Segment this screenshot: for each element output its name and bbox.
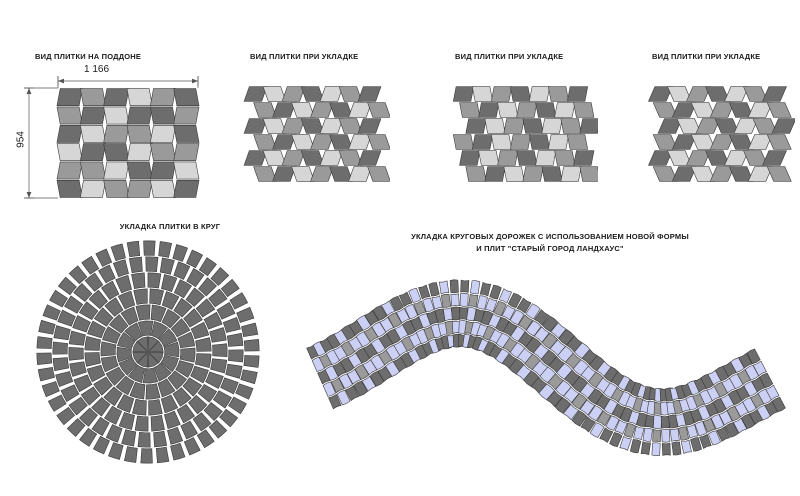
tile [681,440,691,453]
tile [529,135,549,150]
tile [69,266,87,284]
tile [138,432,150,447]
tile [548,135,568,150]
tile [330,135,353,150]
caption-laying-view-3: ВИД ПЛИТКИ ПРИ УКЛАДКЕ [652,52,761,61]
tile [453,135,473,150]
tile [223,317,240,332]
tile [419,285,430,299]
tile [98,265,115,283]
tile [57,144,82,161]
tile [151,415,165,431]
tile [127,162,152,179]
tile [150,125,175,142]
tile [236,384,253,399]
tile [263,87,286,102]
tile [670,429,679,442]
tile [479,103,499,118]
tile [57,407,75,424]
tile [127,107,152,124]
tile [443,308,453,321]
tile [141,449,153,464]
tile [244,87,267,102]
tile [80,162,105,179]
tile [273,135,296,150]
tile [127,144,152,161]
tile [146,384,160,399]
tile [282,151,305,166]
tile [320,151,343,166]
tile [229,397,247,414]
tile [292,135,315,150]
tile [80,125,105,142]
tile [244,339,259,351]
tile [452,307,460,320]
tile [504,119,524,134]
tile [69,331,85,345]
tile [161,275,176,292]
tile [641,442,651,455]
tile [653,429,661,441]
tile [37,337,52,349]
tile [174,89,199,106]
tile [358,119,381,134]
tile [108,442,123,459]
tile [767,103,791,118]
tile [57,180,82,197]
tile [212,344,227,357]
tile [320,87,343,102]
tile [292,103,315,118]
tile [460,103,480,118]
tile [491,87,511,102]
tile [517,103,537,118]
tile [230,293,248,310]
tile [480,282,491,296]
panel-laying-view-2 [448,78,598,198]
tile [567,135,587,150]
caption-laying-view-1: ВИД ПЛИТКИ ПРИ УКЛАДКЕ [250,52,359,61]
tile [106,425,122,443]
tile [485,167,505,182]
tile [195,354,211,368]
tile [111,244,125,261]
tile [113,260,128,277]
tile [301,151,324,166]
tile [241,323,257,337]
tile [282,119,305,134]
tile [320,119,343,134]
tile [56,371,73,386]
tile [672,442,681,455]
tile [50,290,68,307]
tile [80,107,105,124]
tile [772,119,795,134]
tile [221,279,239,296]
tile [470,281,479,294]
laying-view-3-svg [645,78,795,198]
panel-circle-layout [30,240,300,470]
tile [504,167,524,182]
tile [74,375,92,392]
tile [459,307,467,319]
pallet-view-svg [20,72,205,207]
tile [542,167,562,182]
tile [460,151,480,166]
tile [349,103,372,118]
tile [479,151,499,166]
tile [273,167,296,182]
tile [122,430,136,446]
tile [206,372,224,388]
tile [174,144,199,161]
tile [282,87,305,102]
tile [490,285,502,299]
tile [210,327,227,342]
tile [450,280,458,293]
panel-laying-view-3 [645,78,795,198]
tile [523,167,543,182]
caption-circle-layout: УКЛАДКА ПЛИТКИ В КРУГ [119,222,221,231]
tile [196,338,212,352]
tile [131,273,145,289]
tile [472,87,492,102]
tile [127,241,140,257]
tile [70,362,87,377]
tile [466,167,486,182]
tile [104,162,129,179]
tile [244,355,259,367]
tile [498,151,518,166]
tile [441,294,451,307]
tile [244,151,267,166]
tile [116,275,132,292]
tile [204,312,222,329]
dimension-width-label: 1 166 [84,64,110,75]
tile [127,125,152,142]
tile [311,135,334,150]
caption-pallet-view: ВИД ПЛИТКИ НА ПОДДОНЕ [35,52,142,61]
tile [228,350,243,362]
tile [227,333,243,346]
tile [529,87,549,102]
tile [150,107,175,124]
tile [451,294,459,306]
tile [85,336,101,350]
tile [210,359,226,373]
tile [368,103,390,118]
tile [330,167,353,182]
tile [349,135,372,150]
tile [301,119,324,134]
tile [429,283,440,297]
tile [159,241,172,257]
tile [567,87,587,102]
tile [48,395,66,412]
panel-wave-path-layout [300,255,790,470]
tile [148,273,161,288]
tile [358,87,381,102]
tile [763,151,787,166]
tile [160,258,174,274]
tile [104,107,129,124]
tile [643,428,653,441]
tile [132,399,146,415]
tile [330,103,353,118]
tile [339,151,362,166]
tile [184,437,200,455]
tile [150,144,175,161]
tile [154,431,167,447]
tile [580,119,598,134]
tile [174,262,190,280]
tile [39,320,56,334]
tile [156,447,169,463]
tile [510,135,530,150]
tile [542,119,562,134]
tile [80,144,105,161]
tile [174,125,199,142]
tile [150,180,175,197]
tile [37,353,52,365]
tile [254,167,277,182]
tile [180,348,195,362]
caption-laying-view-2: ВИД ПЛИТКИ ПРИ УКЛАДКЕ [455,52,564,61]
tile [173,245,188,262]
tile [662,443,670,455]
tile [96,249,112,267]
tile [136,305,150,320]
tile [193,413,211,431]
laying-view-1-svg [240,78,390,198]
tile [555,151,575,166]
tile [763,87,787,102]
tile [630,439,641,453]
tile [164,411,180,428]
tile [368,167,390,182]
tile [645,415,655,428]
tile [80,180,105,197]
tile [53,358,69,371]
tile [119,412,134,429]
tile [144,241,156,256]
tile [254,135,277,150]
tile [226,364,242,378]
tile [491,135,511,150]
tile [468,294,477,307]
tile [104,180,129,197]
tile [652,443,660,456]
tile [439,281,449,294]
tile [472,135,492,150]
tile [574,151,594,166]
panel-pallet-view [20,72,205,207]
tile [311,167,334,182]
tile [101,342,116,356]
tile [574,103,594,118]
tile [69,347,84,360]
tile [767,167,791,182]
tile [134,289,148,305]
tile [170,443,184,460]
tile [653,415,661,428]
tile [181,421,198,439]
tile [85,353,101,367]
tile [129,257,142,273]
tile [517,151,537,166]
tile [368,135,390,150]
tile [197,430,214,448]
tile [263,151,286,166]
tile [174,107,199,124]
tile [85,273,103,291]
tile [38,367,54,381]
tile [561,167,581,182]
tile [54,326,70,340]
tile [199,258,216,276]
tile [73,316,91,332]
tile [104,144,129,161]
tile [209,420,227,438]
tile [767,135,791,150]
tile [466,119,486,134]
tile [498,103,518,118]
tile [485,119,505,134]
tile [80,89,105,106]
tile [349,167,372,182]
tile [536,103,556,118]
tile [174,162,199,179]
tile [662,429,670,442]
tile [127,180,152,197]
tile [150,89,175,106]
tile [80,428,97,446]
tile [461,280,469,292]
tile [174,180,199,197]
caption-wave-line1: УКЛАДКА КРУГОВЫХ ДОРОЖЕК С ИСПОЛЬЗОВАНИЕМ НОВОЙ ФОРМЫ [411,232,689,241]
tile [690,438,701,452]
tile [149,400,163,416]
tile [104,89,129,106]
wave-path-svg [300,255,790,470]
tile [301,87,324,102]
tile [53,342,68,354]
tile [358,151,381,166]
panel-laying-view-1 [240,78,390,198]
tile [167,427,182,444]
tile [620,436,632,450]
tile [555,103,575,118]
tile [241,370,258,384]
tile [244,119,267,134]
tile [536,151,556,166]
tile [42,381,59,396]
tile [186,250,202,268]
tile [43,305,60,320]
tile [339,87,362,102]
circle-layout-svg [30,240,300,470]
tile [523,119,543,134]
tile [104,125,129,142]
tile [254,103,277,118]
tile [237,307,254,322]
tile [661,416,669,428]
tile [453,87,473,102]
caption-wave-line2: И ПЛИТ "СТАРЫЙ ГОРОД ЛАНДХАУС" [476,244,624,253]
tile [150,289,164,305]
tile [263,119,286,134]
tile [93,436,109,454]
tile [135,416,148,431]
tile [221,378,239,394]
tile [124,447,137,463]
tile [146,257,158,272]
tile [548,87,568,102]
tile [339,119,362,134]
tile [82,256,99,274]
tile [561,119,581,134]
tile [58,310,76,326]
tile [57,162,82,179]
tile [311,103,334,118]
tile [580,167,598,182]
tile [460,293,468,306]
laying-view-2-svg [448,78,598,198]
tile [57,107,82,124]
tile [57,125,82,142]
tile [127,89,152,106]
tile [292,167,315,182]
dimension-height-label: 954 [15,131,27,148]
tile [510,87,530,102]
tile [57,89,82,106]
tile [150,162,175,179]
tile [273,103,296,118]
